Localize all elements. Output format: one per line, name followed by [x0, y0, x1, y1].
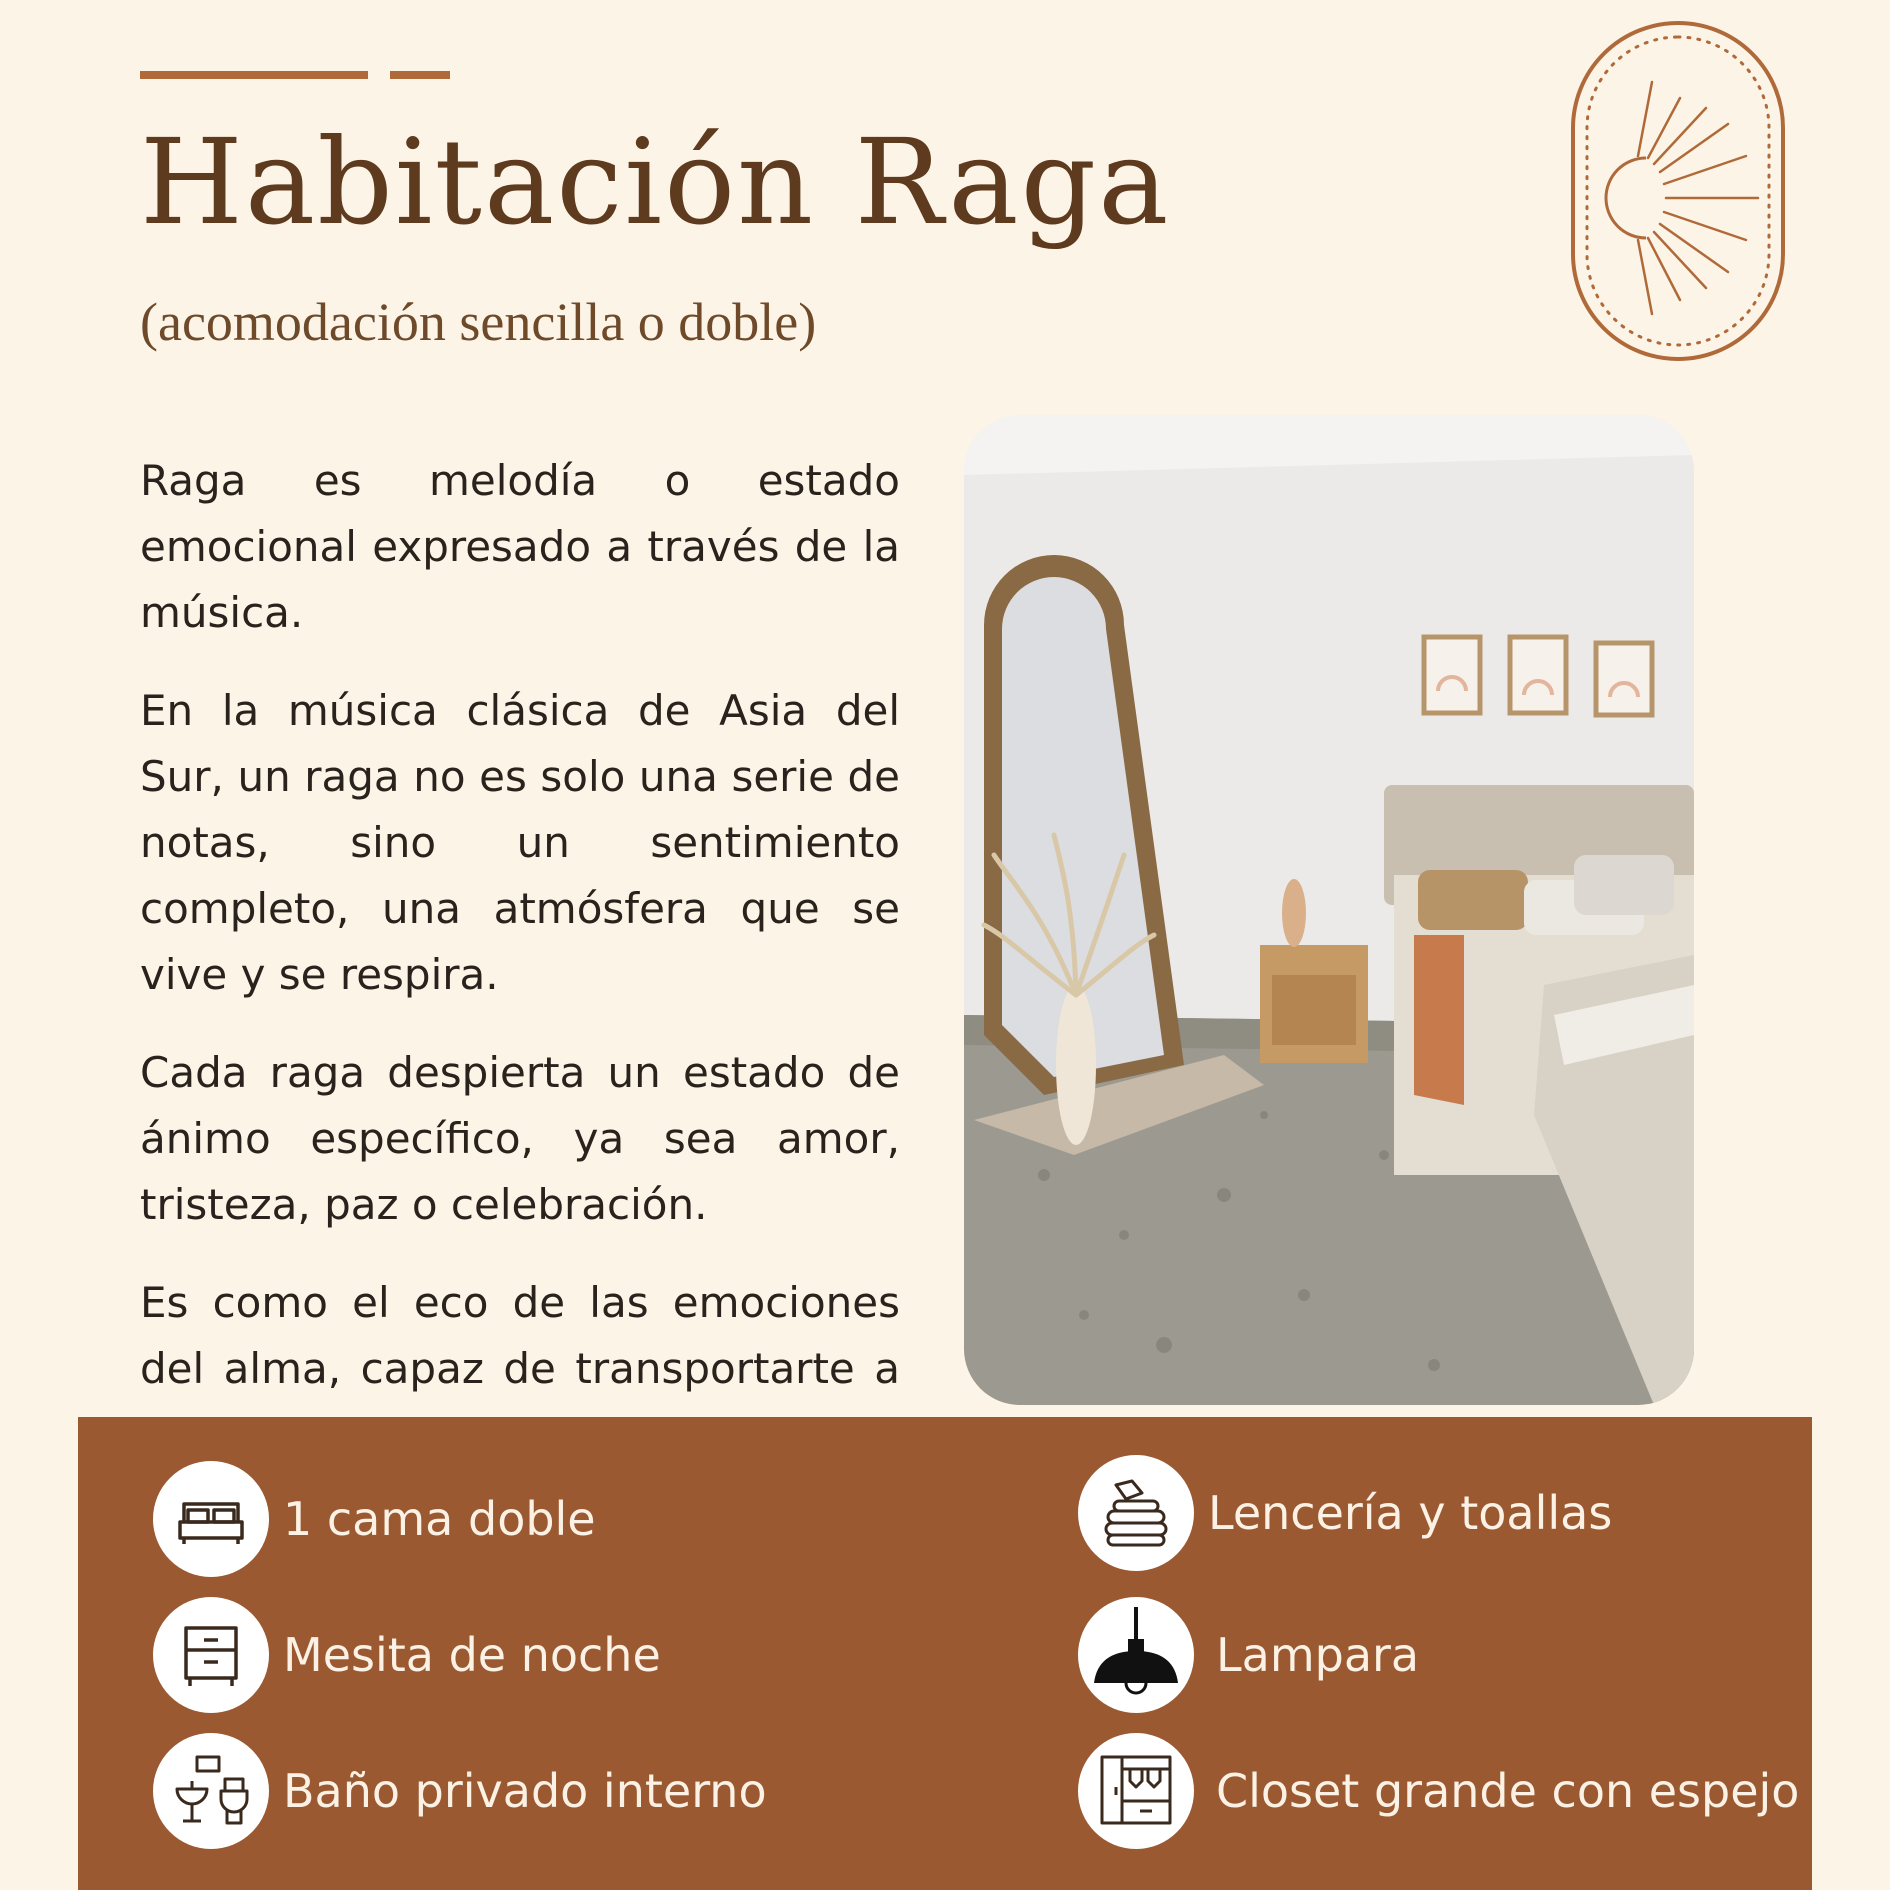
lamp-icon	[1078, 1597, 1194, 1713]
bathroom-icon	[153, 1733, 269, 1849]
amenity-label: Lampara	[1216, 1628, 1420, 1682]
amenity-label: 1 cama doble	[283, 1492, 596, 1546]
amenity-item	[1078, 1597, 1419, 1713]
amenity-item	[1078, 1733, 1799, 1849]
bedroom-photo	[964, 415, 1694, 1405]
amenity-label: Closet grande con espejo	[1216, 1764, 1800, 1818]
decorative-line-long	[140, 71, 368, 79]
moon-sun-arch-icon	[1568, 18, 1788, 364]
closet-icon	[1078, 1733, 1194, 1849]
amenity-item	[1078, 1455, 1612, 1571]
description-paragraph: Raga es melodía o estado emocional expresado a través de la música.	[140, 456, 900, 637]
page-subtitle: (acomodación sencilla o doble)	[140, 292, 817, 352]
amenity-item	[153, 1597, 661, 1713]
amenity-label: Lencería y toallas	[1208, 1486, 1613, 1540]
linens-icon	[1078, 1455, 1194, 1571]
amenity-item	[153, 1733, 767, 1849]
description	[140, 448, 900, 1500]
amenities-panel	[78, 1417, 1812, 1890]
amenity-label: Baño privado interno	[283, 1764, 767, 1818]
decorative-line-short	[390, 71, 450, 79]
page-title: Habitación Raga	[140, 113, 1171, 251]
description-paragraph: Cada raga despierta un estado de ánimo específico, ya sea amor, tristeza, paz o celebración.	[140, 1048, 900, 1229]
bed-icon	[153, 1461, 269, 1577]
nightstand-icon	[153, 1597, 269, 1713]
description-paragraph: En la música clásica de Asia del Sur, un raga no es solo una serie de notas, sino un sentimiento completo, una atmósfera que se vive y se respira.	[140, 686, 900, 999]
amenity-label: Mesita de noche	[283, 1628, 661, 1682]
description-paragraph: Es como el eco de las emociones del alma, capaz de transportarte a	[140, 1278, 900, 1393]
amenity-item	[153, 1461, 596, 1577]
